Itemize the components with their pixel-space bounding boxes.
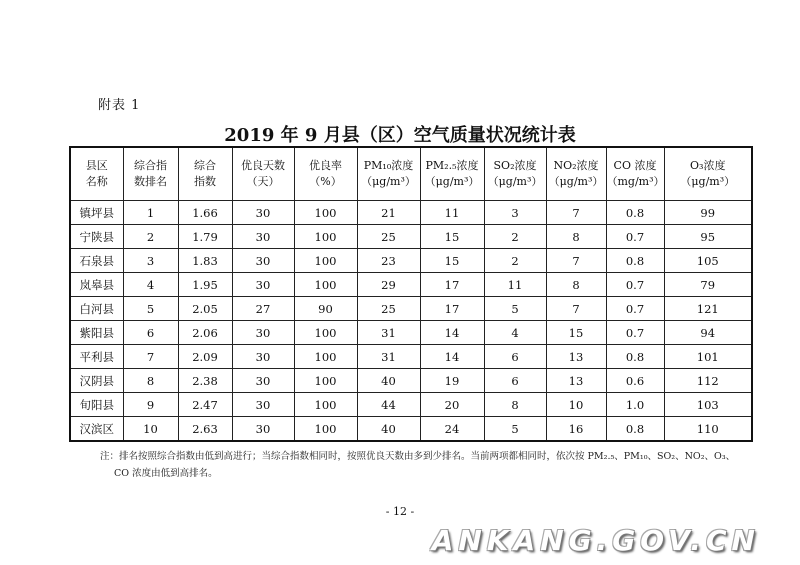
table-row bbox=[70, 201, 752, 225]
table-cell: 0.7 bbox=[606, 273, 664, 297]
table-cell: 79 bbox=[664, 273, 752, 297]
table-cell: 25 bbox=[357, 225, 420, 249]
table-cell: 90 bbox=[294, 297, 357, 321]
table-cell: 7 bbox=[546, 297, 606, 321]
table-cell: 6 bbox=[123, 321, 178, 345]
table-cell: 29 bbox=[357, 273, 420, 297]
column-header-line-1: 综合指 bbox=[134, 159, 167, 172]
county-name-cell: 旬阳县 bbox=[70, 393, 123, 417]
table-cell: 3 bbox=[484, 201, 546, 225]
column-header-line-2: （μg/m³） bbox=[424, 175, 480, 188]
column-header-line-1: NO₂浓度 bbox=[553, 159, 599, 172]
table-cell: 112 bbox=[664, 369, 752, 393]
appendix-label: 附表 1 bbox=[98, 98, 141, 113]
table-cell: 121 bbox=[664, 297, 752, 321]
column-header bbox=[420, 147, 484, 201]
table-cell: 21 bbox=[357, 201, 420, 225]
table-cell: 30 bbox=[232, 225, 294, 249]
table-cell: 94 bbox=[664, 321, 752, 345]
column-header bbox=[123, 147, 178, 201]
column-header-line-2: （mg/m³） bbox=[606, 175, 665, 188]
county-name-cell: 宁陕县 bbox=[70, 225, 123, 249]
table-cell: 7 bbox=[546, 249, 606, 273]
table-cell: 31 bbox=[357, 321, 420, 345]
column-header-line-2: （天） bbox=[246, 175, 280, 188]
table-cell: 1.83 bbox=[178, 249, 232, 273]
table-cell: 4 bbox=[123, 273, 178, 297]
column-header bbox=[546, 147, 606, 201]
table-cell: 2.06 bbox=[178, 321, 232, 345]
table-cell: 15 bbox=[546, 321, 606, 345]
column-header bbox=[606, 147, 664, 201]
table-cell: 40 bbox=[357, 417, 420, 442]
table-cell: 105 bbox=[664, 249, 752, 273]
table-cell: 15 bbox=[420, 225, 484, 249]
table-row bbox=[70, 249, 752, 273]
column-header-line-2: 指数 bbox=[194, 175, 216, 188]
table-cell: 14 bbox=[420, 321, 484, 345]
table-cell: 1 bbox=[123, 201, 178, 225]
note-line-1: 注：排名按照综合指数由低到高进行；当综合指数相同时，按照优良天数由多到少排名。当前两项都相同时，依次按 PM₂.₅、PM₁₀、SO₂、NO₂、O₃、 bbox=[100, 451, 736, 462]
table-cell: 13 bbox=[546, 345, 606, 369]
table-cell: 27 bbox=[232, 297, 294, 321]
table-cell: 10 bbox=[546, 393, 606, 417]
table-cell: 20 bbox=[420, 393, 484, 417]
table-row bbox=[70, 393, 752, 417]
table-cell: 2 bbox=[484, 249, 546, 273]
table-cell: 9 bbox=[123, 393, 178, 417]
county-name-cell: 汉滨区 bbox=[70, 417, 123, 442]
table-cell: 103 bbox=[664, 393, 752, 417]
column-header-line-1: 综合 bbox=[194, 159, 216, 172]
table-cell: 99 bbox=[664, 201, 752, 225]
table-cell: 1.79 bbox=[178, 225, 232, 249]
table-cell: 15 bbox=[420, 249, 484, 273]
county-name-cell: 汉阴县 bbox=[70, 369, 123, 393]
table-cell: 30 bbox=[232, 249, 294, 273]
table-cell: 17 bbox=[420, 297, 484, 321]
table-note bbox=[100, 448, 760, 482]
column-header-line-1: PM₁₀浓度 bbox=[363, 159, 414, 172]
table-cell: 2.05 bbox=[178, 297, 232, 321]
table-cell: 30 bbox=[232, 273, 294, 297]
table-cell: 100 bbox=[294, 417, 357, 442]
column-header-line-1: PM₂.₅浓度 bbox=[425, 159, 479, 172]
table-cell: 10 bbox=[123, 417, 178, 442]
column-header bbox=[294, 147, 357, 201]
column-header-line-1: 县区 bbox=[85, 159, 108, 172]
column-header-line-1: SO₂浓度 bbox=[493, 159, 537, 172]
table-cell: 0.8 bbox=[606, 345, 664, 369]
column-header bbox=[70, 147, 123, 201]
table-cell: 1.95 bbox=[178, 273, 232, 297]
county-name-cell: 紫阳县 bbox=[70, 321, 123, 345]
table-row bbox=[70, 417, 752, 442]
table-cell: 16 bbox=[546, 417, 606, 442]
table-cell: 0.7 bbox=[606, 225, 664, 249]
table-cell: 0.8 bbox=[606, 249, 664, 273]
air-quality-table bbox=[69, 146, 753, 442]
column-header-line-2: 名称 bbox=[85, 175, 108, 188]
table-cell: 100 bbox=[294, 369, 357, 393]
table-cell: 30 bbox=[232, 345, 294, 369]
table-cell: 19 bbox=[420, 369, 484, 393]
table-cell: 13 bbox=[546, 369, 606, 393]
column-header bbox=[484, 147, 546, 201]
table-cell: 100 bbox=[294, 201, 357, 225]
column-header bbox=[664, 147, 752, 201]
table-cell: 14 bbox=[420, 345, 484, 369]
table-cell: 0.6 bbox=[606, 369, 664, 393]
table-cell: 11 bbox=[420, 201, 484, 225]
table-row bbox=[70, 369, 752, 393]
table-cell: 100 bbox=[294, 345, 357, 369]
table-cell: 2 bbox=[123, 225, 178, 249]
table-cell: 30 bbox=[232, 393, 294, 417]
column-header bbox=[357, 147, 420, 201]
table-cell: 0.7 bbox=[606, 297, 664, 321]
table-cell: 100 bbox=[294, 393, 357, 417]
column-header-line-2: （μg/m³） bbox=[361, 175, 416, 188]
note-line-2: CO 浓度由低到高排名。 bbox=[114, 468, 218, 479]
column-header bbox=[178, 147, 232, 201]
table-cell: 2 bbox=[484, 225, 546, 249]
column-header-line-1: CO 浓度 bbox=[613, 159, 657, 172]
table-cell: 40 bbox=[357, 369, 420, 393]
table-cell: 11 bbox=[484, 273, 546, 297]
table-cell: 30 bbox=[232, 321, 294, 345]
site-watermark: ANKANG.GOV.CN bbox=[431, 524, 760, 557]
county-name-cell: 岚皋县 bbox=[70, 273, 123, 297]
table-cell: 8 bbox=[484, 393, 546, 417]
table-cell: 24 bbox=[420, 417, 484, 442]
county-name-cell: 白河县 bbox=[70, 297, 123, 321]
table-cell: 101 bbox=[664, 345, 752, 369]
table-cell: 100 bbox=[294, 321, 357, 345]
table-cell: 100 bbox=[294, 249, 357, 273]
table-title: 2019 年 9 月县（区）空气质量状况统计表 bbox=[224, 125, 576, 146]
county-name-cell: 石泉县 bbox=[70, 249, 123, 273]
table-cell: 95 bbox=[664, 225, 752, 249]
table-cell: 5 bbox=[484, 297, 546, 321]
table-cell: 30 bbox=[232, 369, 294, 393]
table-cell: 44 bbox=[357, 393, 420, 417]
table-cell: 7 bbox=[546, 201, 606, 225]
table-cell: 2.47 bbox=[178, 393, 232, 417]
table-cell: 17 bbox=[420, 273, 484, 297]
table-cell: 0.7 bbox=[606, 321, 664, 345]
table-cell: 110 bbox=[664, 417, 752, 442]
table-cell: 4 bbox=[484, 321, 546, 345]
table-cell: 23 bbox=[357, 249, 420, 273]
page-number: - 12 - bbox=[385, 505, 415, 518]
column-header-line-2: （μg/m³） bbox=[487, 175, 543, 188]
table-cell: 30 bbox=[232, 201, 294, 225]
table-cell: 6 bbox=[484, 369, 546, 393]
table-cell: 25 bbox=[357, 297, 420, 321]
table-row bbox=[70, 297, 752, 321]
county-name-cell: 平利县 bbox=[70, 345, 123, 369]
table-cell: 1.66 bbox=[178, 201, 232, 225]
table-cell: 3 bbox=[123, 249, 178, 273]
county-name-cell: 镇坪县 bbox=[70, 201, 123, 225]
table-cell: 31 bbox=[357, 345, 420, 369]
table-body bbox=[70, 201, 752, 442]
column-header-line-1: 优良天数 bbox=[241, 159, 285, 172]
table-row bbox=[70, 273, 752, 297]
column-header-line-2: （%） bbox=[309, 175, 342, 188]
table-cell: 8 bbox=[546, 225, 606, 249]
column-header-line-1: 优良率 bbox=[309, 159, 342, 172]
column-header bbox=[232, 147, 294, 201]
table-cell: 6 bbox=[484, 345, 546, 369]
table-cell: 5 bbox=[484, 417, 546, 442]
table-cell: 0.8 bbox=[606, 201, 664, 225]
table-cell: 2.09 bbox=[178, 345, 232, 369]
column-header-line-2: （μg/m³） bbox=[680, 175, 736, 188]
table-cell: 7 bbox=[123, 345, 178, 369]
table-cell: 2.63 bbox=[178, 417, 232, 442]
table-header-row bbox=[70, 147, 752, 201]
table-cell: 5 bbox=[123, 297, 178, 321]
table-cell: 30 bbox=[232, 417, 294, 442]
table-row bbox=[70, 321, 752, 345]
table-cell: 1.0 bbox=[606, 393, 664, 417]
table-row bbox=[70, 345, 752, 369]
table-cell: 8 bbox=[546, 273, 606, 297]
column-header-line-1: O₃浓度 bbox=[690, 159, 726, 172]
column-header-line-2: （μg/m³） bbox=[548, 175, 604, 188]
table-cell: 8 bbox=[123, 369, 178, 393]
table-cell: 100 bbox=[294, 273, 357, 297]
column-header-line-2: 数排名 bbox=[134, 175, 167, 188]
table-cell: 0.8 bbox=[606, 417, 664, 442]
table-cell: 2.38 bbox=[178, 369, 232, 393]
table-cell: 100 bbox=[294, 225, 357, 249]
table-row bbox=[70, 225, 752, 249]
